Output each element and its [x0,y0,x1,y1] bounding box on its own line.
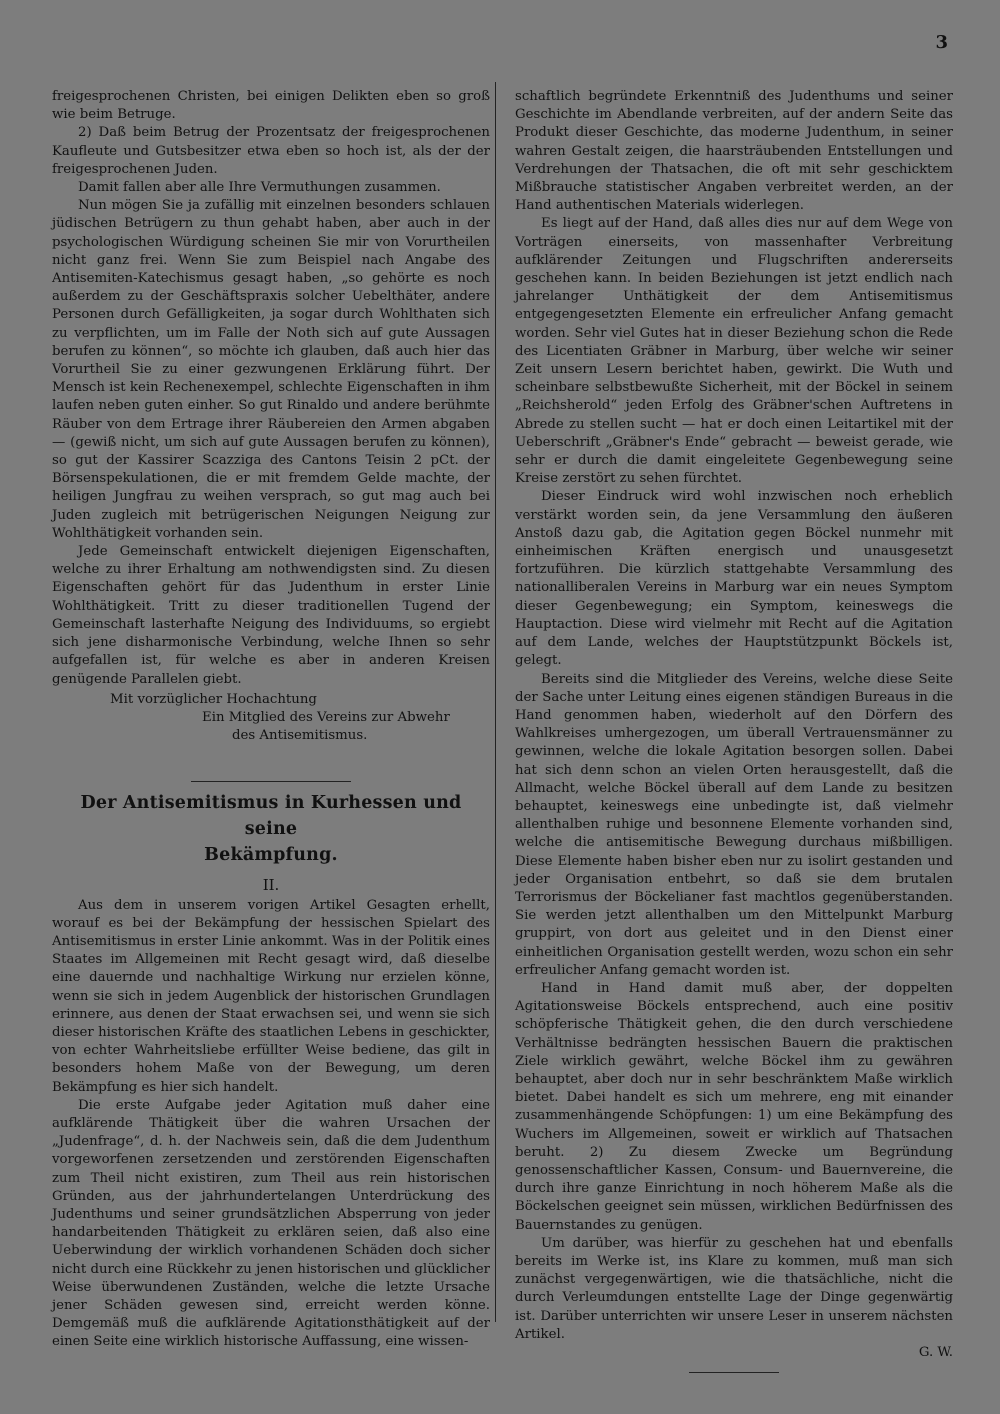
letter-paragraph: freigesprochenen Christen, bei einigen Delikten eben so groß wie beim Betruge. [52,89,490,123]
section-rule [191,781,351,782]
article-paragraph: Es liegt auf der Hand, daß alles dies nur auf dem Wege von Vorträgen einerseits, von massenhafter Verbreitung aufklärender Zeitungen und Flugschriften andererseits geschehen kann. In beiden Beziehungen ist jetzt endlich nach jahrelanger Unthätigkeit der dem Antisemitismus entgegengesetzten Elemente ein erfreulicher Anfang gemacht worden. Sehr viel Gutes hat in dieser Beziehung schon die Rede des Licentiaten Gräbner in Marburg, über welche wir seiner Zeit unsern Lesern berichtet haben, gewirkt. Die Wuth und scheinbare selbstbewußte Sicherheit, mit der Böckel in seinem „Reichsherold“ jeden Erfolg des Gräbner'schen Auftretens in Abrede zu stellen sucht — hat er doch einen Leitartikel mit der Ueberschrift „Gräbner's Ende“ gebracht — beweist gerade, wie sehr er durch die damit eingeleitete Gegenbewegung seine Kreise zerstört zu sehen fürchtet. [515,216,953,487]
letter-paragraph: 2) Daß beim Betrug der Prozentsatz der freigesprochenen Kaufleute und Gutsbesitzer etwa eben so hoch ist, als der der freigesprochenen Juden. [52,125,490,177]
article-author: G. W. [918,1345,953,1361]
letter-signature-line: des Antisemitismus. [232,728,368,744]
article-heading [52,790,490,868]
article-heading-line: Bekämpfung. [204,845,338,866]
letter-closing: Mit vorzüglicher Hochachtung [110,691,317,707]
article-paragraph: Die erste Aufgabe jeder Agitation muß daher eine aufklärende Thätigkeit über die wahren Ursachen der „Judenfrage“, d. h. der Nachweis sein, daß die dem Judenthum vorgeworfenen zersetzenden und zerstörenden Eigenschaften zum Theil nicht existiren, zum Theil aus rein historischen Gründen, aus der jahrhundertelangen Unterdrückung des Judenthums und seiner grundsätzlichen Absperrung von jeder handarbeitenden Thätigkeit zu erklären seien, daß also eine Ueberwindung der wirklich vorhandenen Schäden doch sicher nicht durch eine Rückkehr zu jenen historischen und glücklicher Weise überwundenen Zuständen, welche die letzte Ursache jener Schäden gewesen sind, erreicht werden könne. Demgemäß muß die aufklärende Agitationsthätigkeit auf der einen Seite eine wirklich historische Auffassung, eine wissen- [52,1097,490,1350]
article-heading-line: Der Antisemitismus in Kurhessen und seine [80,793,462,840]
article-paragraph: schaftlich begründete Erkenntniß des Judenthums und seiner Geschichte im Abendlande verbreiten, auf der andern Seite das Produkt dieser Geschichte, das moderne Judenthum, in seiner wahren Gestalt zeigen, die haarsträubenden Entstellungen und Verdrehungen der Thatsachen, die oft mit sehr geschicktem Mißbrauche statistischer Angaben verbreitet werden, an der Hand authentischen Materials widerlegen. [515,89,953,214]
left-column [52,88,490,1352]
article-closing [515,1344,953,1362]
article-part-number: II. [262,876,280,895]
letter-paragraph: Nun mögen Sie ja zufällig mit einzelnen besonders schlauen jüdischen Betrügern zu thun gehabt haben, aber auch in der psychologischen Würdigung scheinen Sie mir von Vorurtheilen nicht ganz frei. Wenn Sie zum Beispiel nach Angabe des Antisemiten-Katechismus gesagt haben, „so gehörte es noch außerdem zu der Geschäftspraxis solcher Uebelthäter, andere Personen durch Gefälligkeiten, ja sogar durch Wohlthaten sich zu verpflichten, um im Falle der Noth sich auf gute Aussagen berufen zu können“, so möchte ich glauben, daß auch hier das Vorurtheil Sie zu einer gezwungenen Erklärung führt. Der Mensch ist kein Rechenexempel, schlechte Eigenschaften in ihm laufen neben guten einher. So gut Rinaldo und andere berühmte Räuber von dem Ertrage ihrer Räubereien den Armen abgaben — (gewiß nicht, um sich auf gute Aussagen berufen zu können), so gut der Kassirer Scazziga des Cantons Teisin 2 pCt. der Börsenspekulationen, die er mit fremdem Gelde machte, der heiligen Jungfrau zu weihen versprach, so gut mag auch bei Juden zugleich mit betrügerischen Neigungen Neigung zur Wohlthätigkeit vorhanden sein. [52,198,490,541]
page-number: 3 [935,32,948,53]
article-paragraph: Aus dem in unserem vorigen Artikel Gesagten erhellt, worauf es bei der Bekämpfung der hessischen Spielart des Antisemitismus in erster Linie ankommt. Was in der Politik eines Staates im Allgemeinen mit Recht gesagt wird, daß dieselbe eine dauernde und nachhaltige Wirkung nur erzielen könne, wenn sie sich in jedem Augenblick der historischen Grundlagen erinnere, aus denen der Staat erwachsen sei, und wenn sie sich dieser historischen Kräfte des staatlichen Lebens in geschickter, von echter Wahrheitsliebe erfüllter Weise bediene, das gilt in besonders hohem Maße von der Bewegung, um deren Bekämpfung es hier sich handelt. [52,897,490,1095]
letter-paragraph: Damit fallen aber alle Ihre Vermuthungen zusammen. [78,180,441,196]
letter-signature-line: Ein Mitglied des Vereins zur Abwehr [202,709,450,725]
column-divider [495,82,496,1322]
letter-paragraph: Jede Gemeinschaft entwickelt diejenigen Eigenschaften, welche zu ihrer Erhaltung am nothwendigsten sind. Zu diesen Eigenschaften gehört für das Judenthum in erster Linie Wohlthätigkeit. Tritt zu dieser traditionellen Tugend der Gemeinschaft lasterhafte Neigung des Individuums, so ergiebt sich jene disharmonische Verbindung, welche Ihnen so sehr aufgefallen ist, für welche es aber in anderen Kreisen genügende Parallelen giebt. [52,544,490,687]
article-paragraph: Bereits sind die Mitglieder des Vereins, welche diese Seite der Sache unter Leitung eines eigenen ständigen Bureaus in die Hand genommen haben, wiederholt auf den Dörfern des Wahlkreises umhergezogen, um überall Vertrauensmänner zu gewinnen, welche die lokale Agitation besorgen sollen. Dabei hat sich denn schon an vielen Orten herausgestellt, daß die Allmacht, welche Böckel überall auf dem Lande zu besitzen behauptet, keineswegs eine unbedingte ist, daß vielmehr allenthalben ruhige und besonnene Elemente vorhanden sind, welche die antisemitische Bewegung durchaus mißbilligen. Diese Elemente haben bisher eben nur zu isolirt gestanden und jeder Organisation entbehrt, so daß sie dem brutalen Terrorismus der Böckelianer fast machtlos gegenüberstanden. Sie werden jetzt allenthalben um den Mittelpunkt Marburg gruppirt, von dort aus geleitet und in den Dienst einer einheitlichen Organisation gestellt werden, wozu schon ein sehr erfreulicher Anfang gemacht worden ist. [515,671,953,978]
right-column [515,88,953,1373]
article-paragraph: Hand in Hand damit muß aber, der doppelten Agitationsweise Böckels entsprechend, auch eine positiv schöpferische Thätigkeit gehen, die den durch verschiedene Verhältnisse bedrängten hessischen Bauern die praktischen Ziele wirklich gewährt, welche Böckel ihm zu gewähren behauptet, aber doch nur in sehr beschränktem Maße wirklich bietet. Dabei handelt es sich um mehrere, eng mit einander zusammenhängende Schöpfungen: 1) um eine Bekämpfung des Wuchers im Allgemeinen, soweit er wirklich auf Thatsachen beruht. 2) Zu diesem Zwecke um Begründung genossenschaftlicher Kassen, Consum- und Bauernvereine, die durch ihre ganze Einrichtung in noch höherem Maße als die Böckelschen geeignet sein müssen, wirklichen Bedürfnissen des Bauernstandes zu genügen. [515,980,953,1233]
article-paragraph: Dieser Eindruck wird wohl inzwischen noch erheblich verstärkt worden sein, da jene Versammlung den äußeren Anstoß dazu gab, die Agitation gegen Böckel nunmehr mit einheimischen Kräften energisch und unausgesetzt fortzuführen. Die kürzlich stattgehabte Versammlung des nationalliberalen Vereins in Marburg war ein neues Symptom dieser Gegenbewegung; ein Symptom, keineswegs die Hauptaction. Diese wird vielmehr mit Recht auf die Agitation auf dem Lande, welches der Hauptstützpunkt Böckels ist, gelegt. [515,489,953,669]
article-paragraph: Um darüber, was hierfür zu geschehen hat und ebenfalls bereits im Werke ist, ins Klare zu kommen, muß man sich zunächst vergegenwärtigen, wie die thatsächliche, nicht die durch Verleumdungen entstellte Lage der Dinge gegenwärtig ist. Darüber unterrichten wir unsere Leser in unserem nächsten Artikel. [515,1235,953,1342]
end-rule [689,1372,779,1373]
